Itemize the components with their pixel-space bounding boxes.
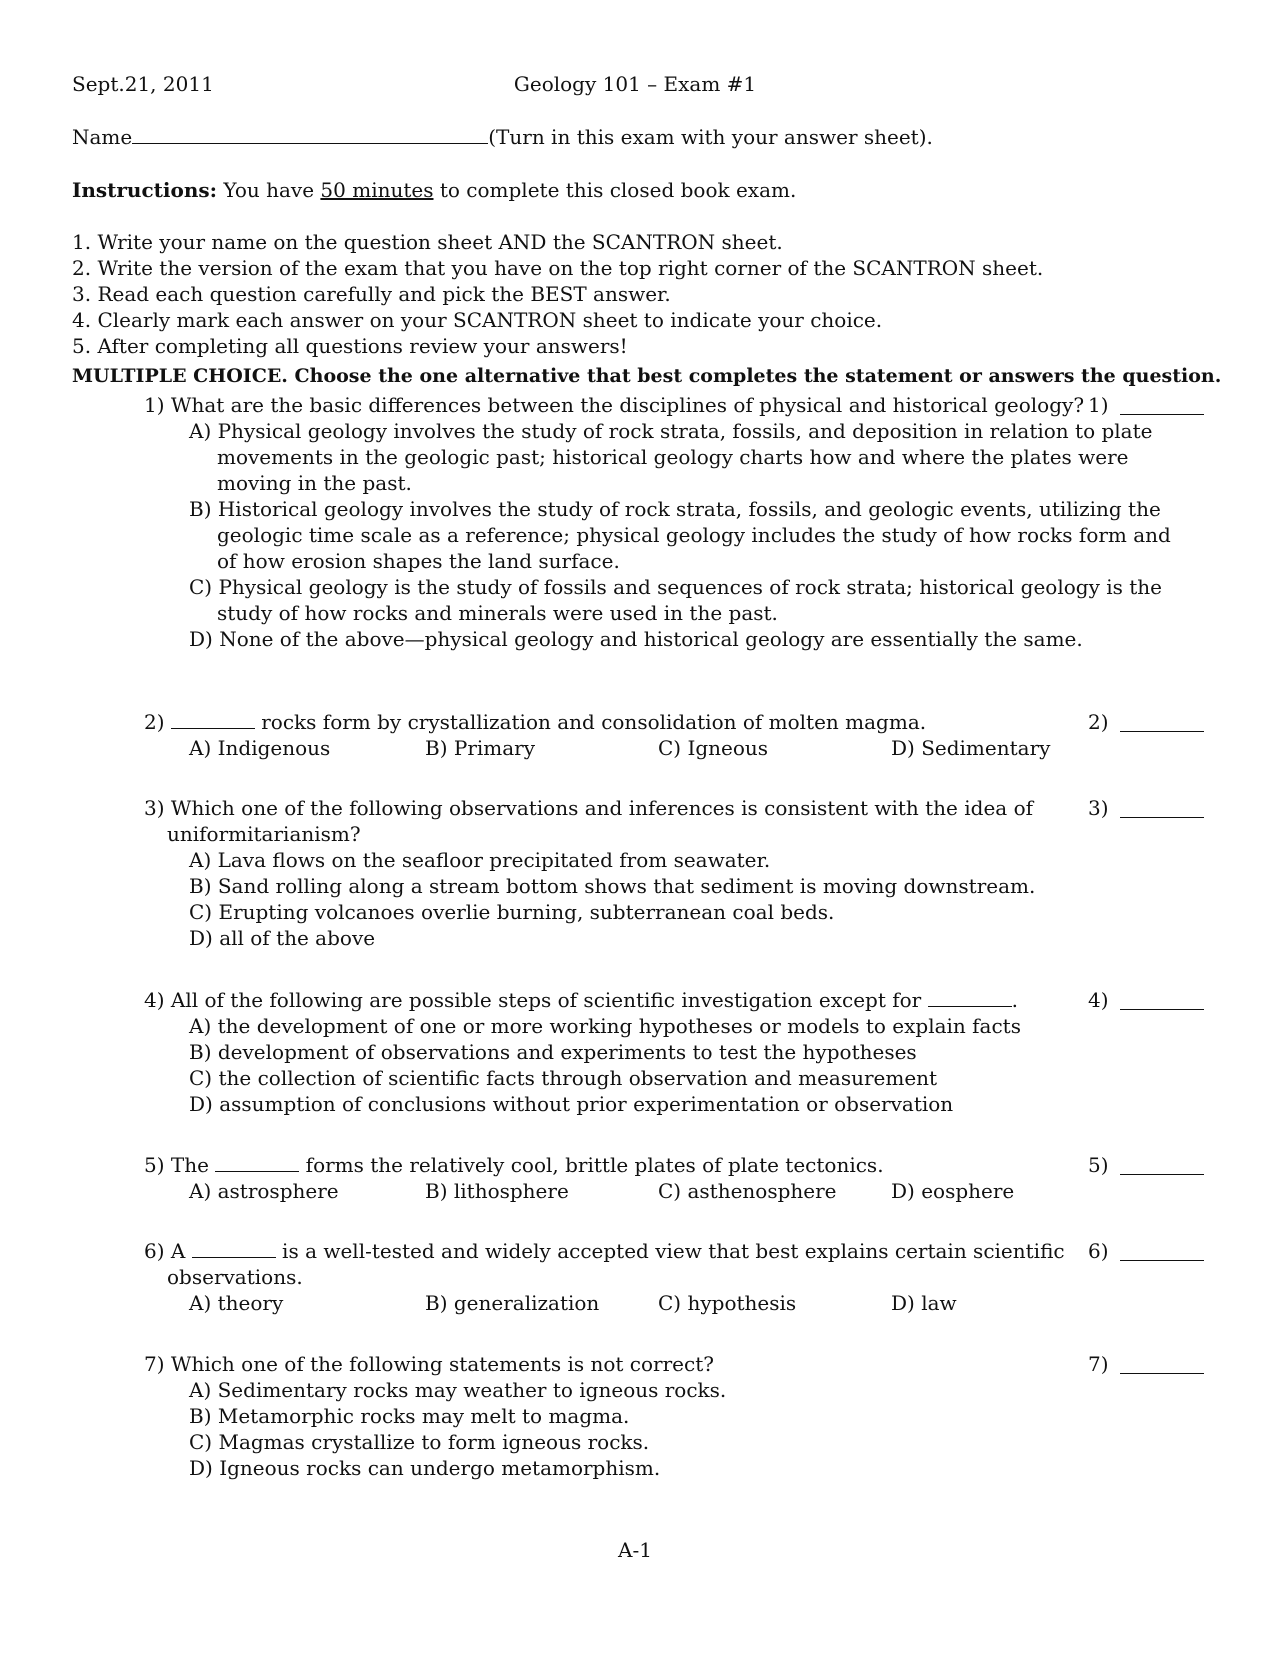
step-item: 4. Clearly mark each answer on your SCANTRON sheet to indicate your choice.	[72, 308, 883, 332]
steps-list	[72, 229, 1043, 359]
option-line: C) Physical geology is the study of fossils and sequences of rock strata; historical geology is the	[189, 575, 1163, 599]
stem-pre: 5) The	[144, 1153, 216, 1177]
answer-number: 5)	[1088, 1153, 1109, 1177]
step-item: 1. Write your name on the question sheet AND the SCANTRON sheet.	[72, 230, 783, 254]
answer-number: 4)	[1088, 988, 1109, 1012]
option-a: A) theory	[189, 1291, 284, 1315]
option-line: B) Historical geology involves the study of rock strata, fossils, and geologic events, utilizing the	[189, 497, 1161, 521]
stem-line: 3) Which one of the following observations and inferences is consistent with the idea of	[144, 796, 1034, 820]
options	[189, 1290, 1089, 1316]
options	[189, 735, 1089, 761]
option-a: A) Lava flows on the seafloor precipitated from seawater.	[189, 848, 771, 872]
stem-pre: 2)	[144, 710, 171, 734]
question-stem	[144, 1152, 884, 1178]
stem-line: uniformitarianism?	[167, 822, 361, 846]
answer-blank[interactable]	[1120, 1240, 1204, 1261]
question-stem	[144, 709, 926, 735]
stem-post: rocks form by crystallization and consolidation of molten magma.	[254, 710, 927, 734]
answer-blank[interactable]	[1120, 1353, 1204, 1374]
answer-number: 3)	[1088, 796, 1109, 820]
option-d: D) Sedimentary	[891, 736, 1051, 760]
answer-number: 6)	[1088, 1239, 1109, 1263]
option-d: D) eosphere	[891, 1179, 1015, 1203]
option-a: A) the development of one or more working hypotheses or models to explain facts	[189, 1014, 1021, 1038]
instructions-time: 50 minutes	[320, 178, 434, 202]
option-c: C) Magmas crystallize to form igneous rocks.	[189, 1430, 650, 1454]
answer-number: 7)	[1088, 1352, 1109, 1376]
name-field-line	[132, 125, 488, 144]
step-item: 2. Write the version of the exam that you have on the top right corner of the SCANTRON sheet.	[72, 256, 1044, 280]
option-d: D) Igneous rocks can undergo metamorphism.	[189, 1456, 661, 1480]
stem-blank	[215, 1153, 299, 1172]
option-d: D) assumption of conclusions without prior experimentation or observation	[189, 1092, 954, 1116]
stem-pre: 4) All of the following are possible steps of scientific investigation except for	[144, 988, 928, 1012]
option-line: A) Physical geology involves the study of rock strata, fossils, and deposition in relation to plate	[189, 419, 1153, 443]
option-line: movements in the geologic past; historical geology charts how and where the plates were	[217, 445, 1129, 469]
option-c: C) Igneous	[658, 736, 769, 760]
mc-heading: MULTIPLE CHOICE. Choose the one alternative that best completes the statement or answers the question.	[72, 365, 1222, 387]
option-c: C) hypothesis	[658, 1291, 797, 1315]
option-d: D) all of the above	[189, 926, 376, 950]
name-row	[72, 124, 933, 150]
option-line: D) None of the above—physical geology and historical geology are essentially the same.	[189, 627, 1083, 651]
option-a: A) Sedimentary rocks may weather to igneous rocks.	[189, 1378, 727, 1402]
question-stem	[144, 1238, 1065, 1290]
instructions	[72, 177, 796, 203]
answer-number: 1)	[1088, 393, 1109, 417]
option-c	[189, 574, 1171, 626]
option-a	[189, 418, 1171, 496]
options	[189, 847, 1035, 951]
question-stem	[144, 795, 1033, 847]
option-d: D) law	[891, 1291, 957, 1315]
option-c: C) Erupting volcanoes overlie burning, subterranean coal beds.	[189, 900, 835, 924]
name-label: Name	[72, 125, 133, 149]
stem-post: is a well-tested and widely accepted view that best explains certain scientific	[275, 1239, 1065, 1263]
stem-blank	[192, 1239, 276, 1258]
option-b: B) lithosphere	[425, 1179, 569, 1203]
option-c: C) asthenosphere	[658, 1179, 837, 1203]
option-line: moving in the past.	[217, 471, 412, 495]
stem-blank	[928, 988, 1012, 1007]
option-b: B) Metamorphic rocks may melt to magma.	[189, 1404, 630, 1428]
answer-blank[interactable]	[1120, 989, 1204, 1010]
option-b: B) Primary	[425, 736, 536, 760]
exam-title: Geology 101 – Exam #1	[513, 72, 757, 96]
option-b: B) Sand rolling along a stream bottom shows that sediment is moving downstream.	[189, 874, 1036, 898]
answer-blank[interactable]	[1120, 711, 1204, 732]
name-note: (Turn in this exam with your answer sheet).	[488, 125, 933, 149]
answer-blank[interactable]	[1120, 394, 1204, 415]
answer-blank[interactable]	[1120, 797, 1204, 818]
option-b: B) generalization	[425, 1291, 600, 1315]
option-a: A) Indigenous	[189, 736, 331, 760]
instructions-post: to complete this closed book exam.	[433, 178, 797, 202]
exam-date: Sept.21, 2011	[72, 72, 214, 96]
question-stem: 1) What are the basic differences between the disciplines of physical and historical geology?	[144, 393, 1085, 417]
page-number: A-1	[618, 1538, 652, 1562]
options	[189, 418, 1171, 652]
stem-pre: 6) A	[144, 1239, 192, 1263]
instructions-label: Instructions:	[72, 178, 218, 202]
question-stem: 7) Which one of the following statements is not correct?	[144, 1352, 714, 1376]
stem-post: forms the relatively cool, brittle plates of plate tectonics.	[299, 1153, 884, 1177]
options	[189, 1377, 726, 1481]
option-b	[189, 496, 1171, 574]
step-item: 3. Read each question carefully and pick the BEST answer.	[72, 282, 671, 306]
option-c: C) the collection of scientific facts through observation and measurement	[189, 1066, 938, 1090]
options	[189, 1013, 1021, 1117]
option-d	[189, 626, 1171, 652]
options	[189, 1178, 1089, 1204]
answer-number: 2)	[1088, 710, 1109, 734]
stem-post: .	[1011, 988, 1018, 1012]
option-b: B) development of observations and experiments to test the hypotheses	[189, 1040, 917, 1064]
instructions-pre: You have	[217, 178, 321, 202]
stem-blank	[171, 710, 255, 729]
option-line: study of how rocks and minerals were used in the past.	[217, 601, 778, 625]
answer-blank[interactable]	[1120, 1154, 1204, 1175]
option-line: of how erosion shapes the land surface.	[217, 549, 620, 573]
option-line: geologic time scale as a reference; physical geology includes the study of how rocks form and	[217, 523, 1171, 547]
option-a: A) astrosphere	[189, 1179, 339, 1203]
stem-line: observations.	[167, 1265, 303, 1289]
question-stem	[144, 987, 1018, 1013]
step-item: 5. After completing all questions review your answers!	[72, 334, 628, 358]
